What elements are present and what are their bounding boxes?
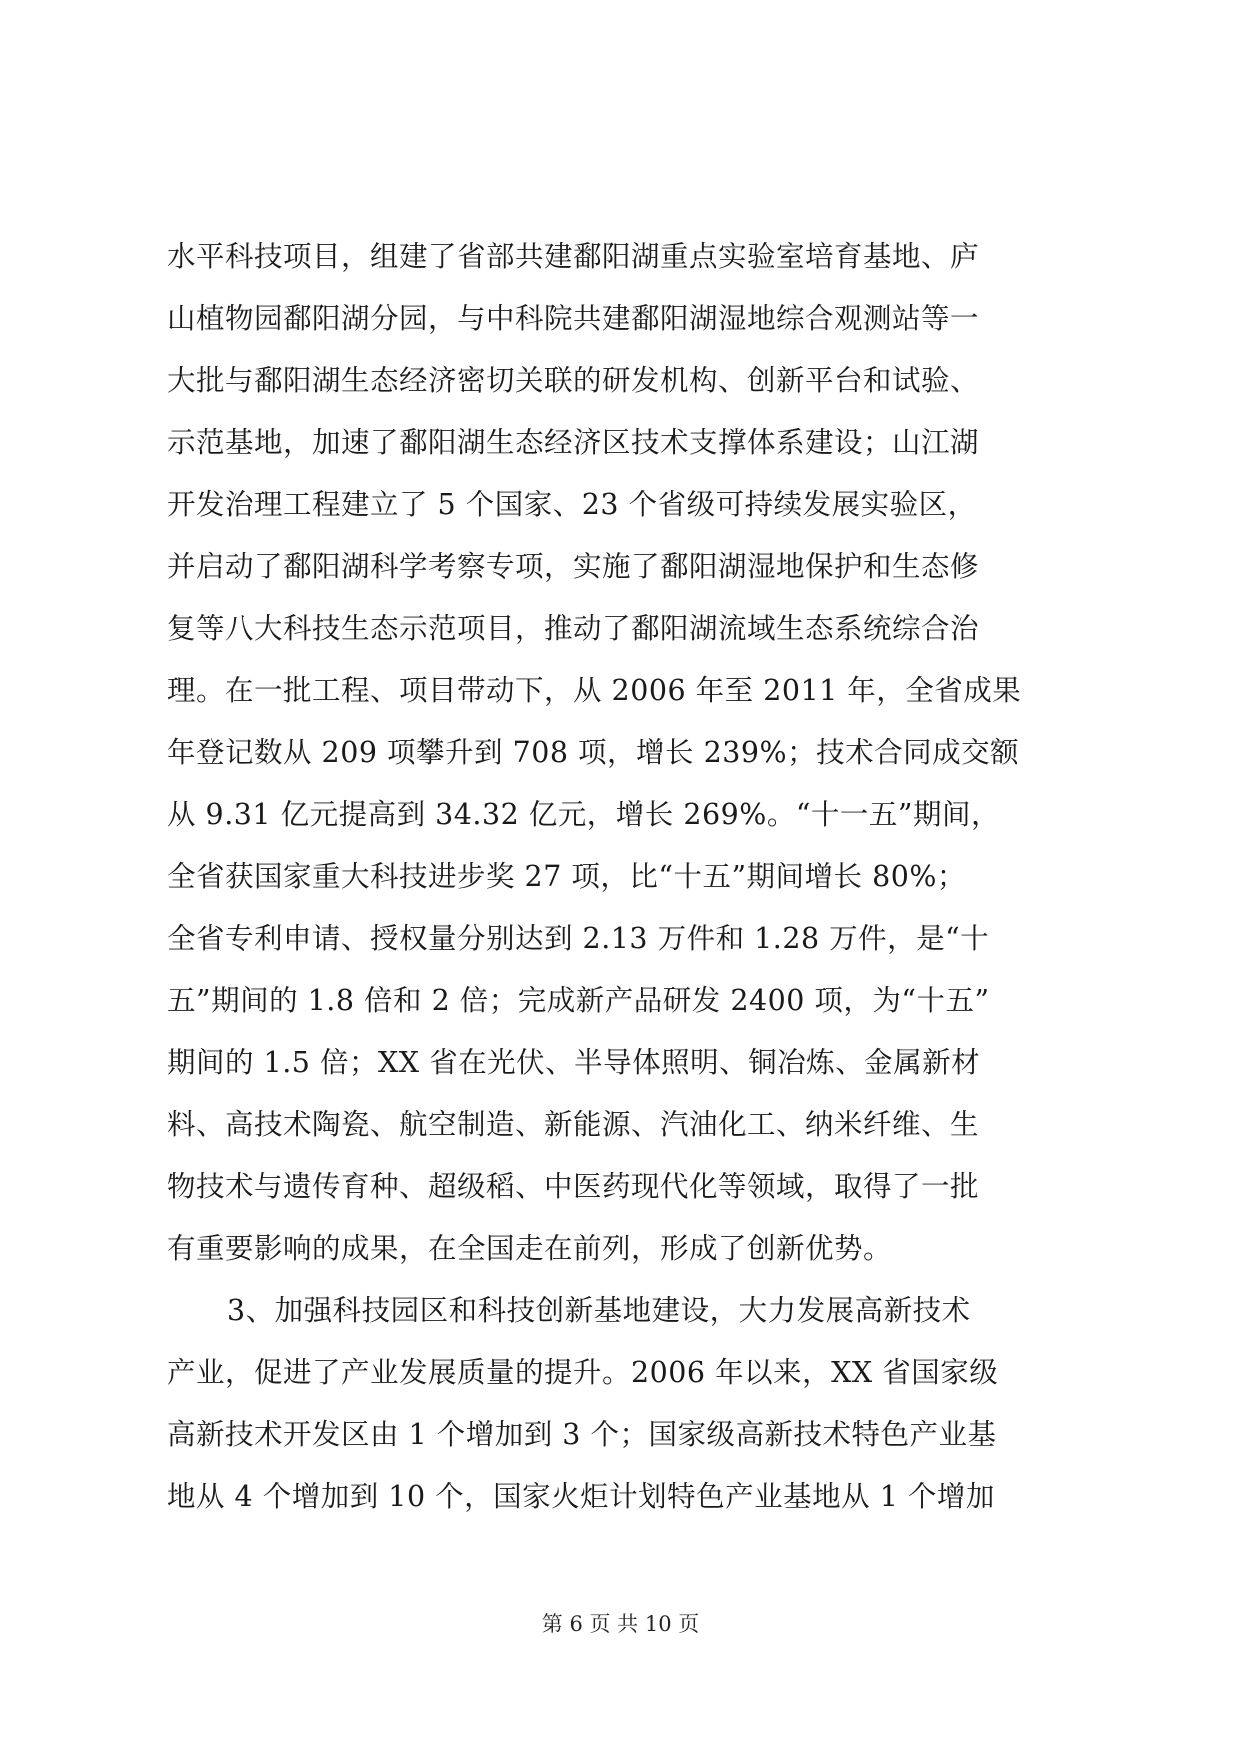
text-line: 水平科技项目，组建了省部共建鄱阳湖重点实验室培育基地、庐 [167, 240, 980, 273]
text-line: 山植物园鄱阳湖分园，与中科院共建鄱阳湖湿地综合观测站等一 [167, 302, 980, 335]
text-line: 期间的 1.5 倍；XX 省在光伏、半导体照明、铜冶炼、金属新材 [167, 1046, 981, 1079]
text-line: 高新技术开发区由 1 个增加到 3 个；国家级高新技术特色产业基 [167, 1418, 997, 1451]
text-line: 物技术与遗传育种、超级稻、中医药现代化等领域，取得了一批 [167, 1170, 980, 1203]
body-text [167, 226, 1087, 1528]
page-number-footer: 第 6 页 共 10 页 [541, 1612, 700, 1636]
text-line: 示范基地，加速了鄱阳湖生态经济区技术支撑体系建设；山江湖 [167, 426, 980, 459]
text-line: 五”期间的 1.8 倍和 2 倍；完成新产品研发 2400 项，为“十五” [167, 984, 990, 1017]
text-line: 复等八大科技生态示范项目，推动了鄱阳湖流域生态系统综合治 [167, 612, 980, 645]
text-line: 地从 4 个增加到 10 个，国家火炬计划特色产业基地从 1 个增加 [167, 1480, 995, 1513]
text-line: 有重要影响的成果，在全国走在前列，形成了创新优势。 [167, 1232, 893, 1265]
text-line: 从 9.31 亿元提高到 34.32 亿元，增长 269%。“十一五”期间， [167, 798, 1000, 831]
section-3-first-line: 3、加强科技园区和科技创新基地建设，大力发展高新技术 [227, 1294, 971, 1327]
text-line: 大批与鄱阳湖生态经济密切关联的研发机构、创新平台和试验、 [167, 364, 980, 397]
text-line: 年登记数从 209 项攀升到 708 项，增长 239%；技术合同成交额 [167, 736, 1020, 769]
text-line: 开发治理工程建立了 5 个国家、23 个省级可持续发展实验区， [167, 488, 977, 521]
text-line: 全省获国家重大科技进步奖 27 项，比“十五”期间增长 80%； [167, 860, 966, 893]
text-line: 料、高技术陶瓷、航空制造、新能源、汽油化工、纳米纤维、生 [167, 1108, 980, 1141]
text-line: 全省专利申请、授权量分别达到 2.13 万件和 1.28 万件，是“十 [167, 922, 990, 955]
text-line: 理。在一批工程、项目带动下，从 2006 年至 2011 年，全省成果 [167, 674, 1022, 707]
text-line: 产业，促进了产业发展质量的提升。2006 年以来，XX 省国家级 [167, 1356, 999, 1389]
text-line: 并启动了鄱阳湖科学考察专项，实施了鄱阳湖湿地保护和生态修 [167, 550, 980, 583]
